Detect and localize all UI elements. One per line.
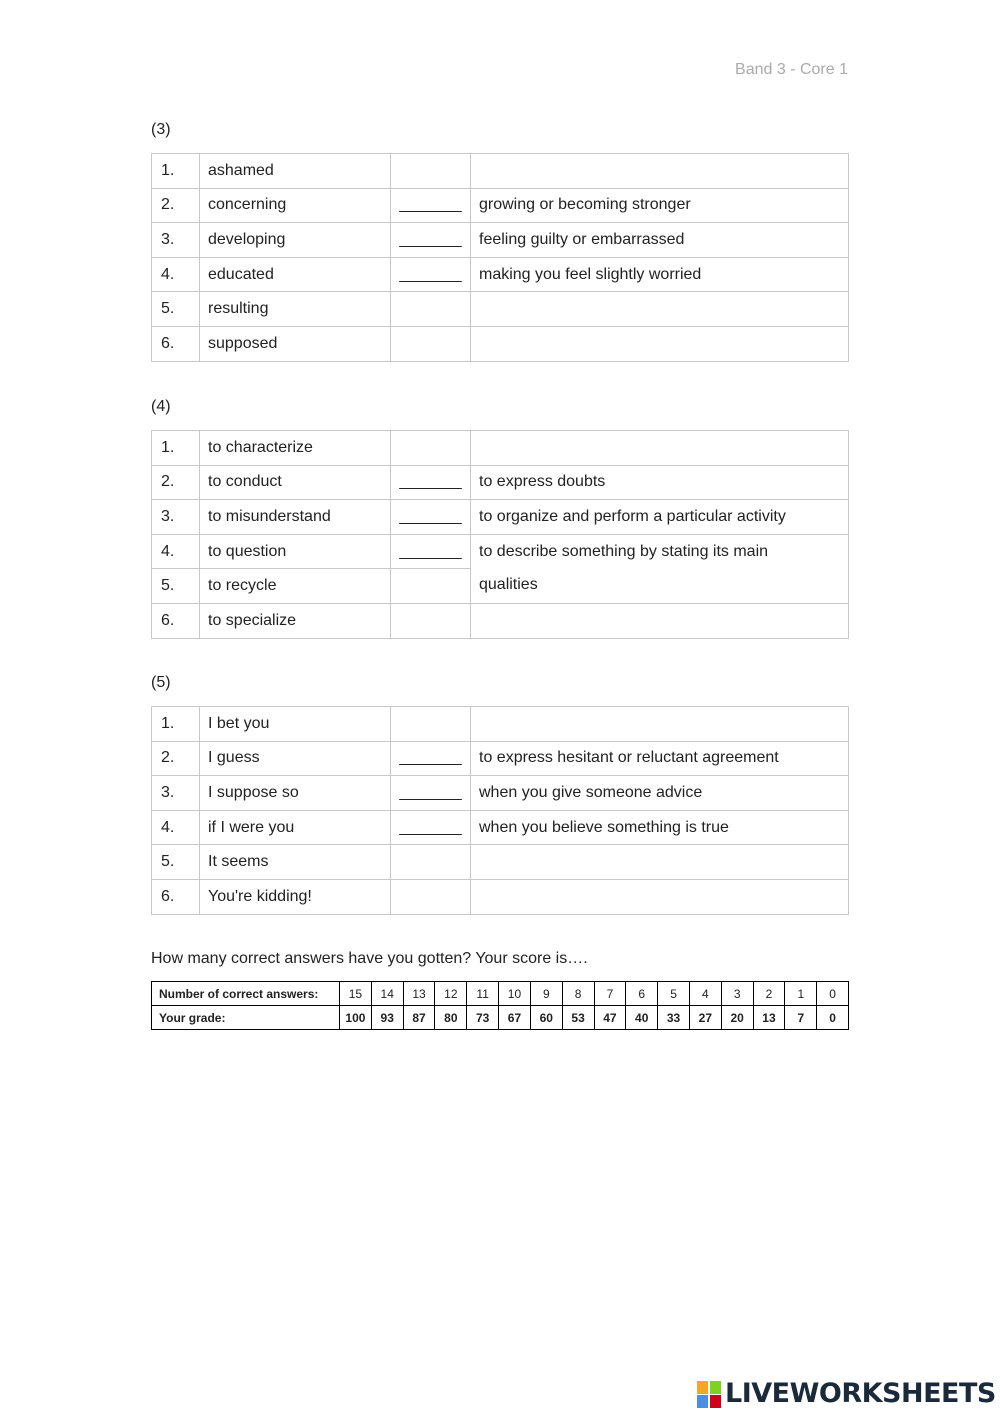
definition: when you believe something is true (471, 810, 849, 845)
item-number: 5. (152, 569, 200, 604)
answer-blank[interactable]: _______ (391, 257, 471, 292)
definition: making you feel slightly worried (471, 257, 849, 292)
item-word: to question (200, 534, 391, 569)
answer-blank[interactable]: _______ (391, 741, 471, 776)
definition (471, 431, 849, 466)
answer-count: 13 (403, 982, 435, 1006)
table-row (152, 188, 849, 223)
definition: to express hesitant or reluctant agreement (471, 741, 849, 776)
liveworksheets-logo (697, 1378, 996, 1409)
grade-value: 33 (658, 1006, 690, 1030)
header-band-core: Band 3 - Core 1 (735, 61, 848, 78)
definition (471, 707, 849, 742)
definition (471, 154, 849, 189)
definition (471, 292, 849, 327)
item-number: 4. (152, 534, 200, 569)
item-number: 5. (152, 292, 200, 327)
item-word: educated (200, 257, 391, 292)
answer-count: 7 (594, 982, 626, 1006)
answer-count: 3 (721, 982, 753, 1006)
item-word: supposed (200, 326, 391, 361)
item-number: 5. (152, 845, 200, 880)
item-word: developing (200, 223, 391, 258)
item-word: I bet you (200, 707, 391, 742)
grade-value: 87 (403, 1006, 435, 1030)
definition: to organize and perform a particular activity (471, 500, 849, 535)
answer-blank[interactable]: _______ (391, 223, 471, 258)
item-word: to misunderstand (200, 500, 391, 535)
item-number: 3. (152, 776, 200, 811)
grade-value: 53 (562, 1006, 594, 1030)
section-label-3: (3) (151, 121, 171, 138)
item-word: I guess (200, 741, 391, 776)
item-number: 3. (152, 500, 200, 535)
table-row (152, 741, 849, 776)
item-word: resulting (200, 292, 391, 327)
answer-count: 8 (562, 982, 594, 1006)
answer-blank[interactable] (391, 154, 471, 189)
answer-count: 2 (753, 982, 785, 1006)
answers-row (152, 982, 849, 1006)
answer-blank (391, 431, 471, 466)
definition (471, 845, 849, 880)
table-row (152, 603, 849, 638)
item-number: 6. (152, 603, 200, 638)
item-number: 2. (152, 465, 200, 500)
grade-value: 67 (499, 1006, 531, 1030)
table-row (152, 326, 849, 361)
item-word: to conduct (200, 465, 391, 500)
grade-value: 40 (626, 1006, 658, 1030)
answer-count: 4 (689, 982, 721, 1006)
item-word: ashamed (200, 154, 391, 189)
grade-value: 93 (371, 1006, 403, 1030)
table-row (152, 154, 849, 189)
item-number: 1. (152, 431, 200, 466)
answer-blank[interactable]: _______ (391, 534, 471, 569)
score-table (151, 981, 849, 1030)
answer-blank[interactable]: _______ (391, 776, 471, 811)
definition-multiline (471, 534, 849, 603)
definition: growing or becoming stronger (471, 188, 849, 223)
grade-value: 60 (530, 1006, 562, 1030)
grade-value: 7 (785, 1006, 817, 1030)
table-row (152, 292, 849, 327)
definition (471, 326, 849, 361)
answer-blank (391, 707, 471, 742)
item-word: You're kidding! (200, 879, 391, 914)
item-number: 4. (152, 257, 200, 292)
definition (471, 603, 849, 638)
answer-blank (391, 569, 471, 604)
item-number: 3. (152, 223, 200, 258)
item-word: to characterize (200, 431, 391, 466)
score-prompt: How many correct answers have you gotten? Your score is…. (151, 950, 588, 967)
matching-table-5 (151, 706, 849, 915)
section-label-5: (5) (151, 674, 171, 691)
item-word: to recycle (200, 569, 391, 604)
table-row (152, 776, 849, 811)
item-number: 1. (152, 154, 200, 189)
item-number: 2. (152, 741, 200, 776)
answer-count: 15 (340, 982, 372, 1006)
answer-count: 12 (435, 982, 467, 1006)
table-row (152, 500, 849, 535)
answer-count: 14 (371, 982, 403, 1006)
grades-row (152, 1006, 849, 1030)
matching-table-4 (151, 430, 849, 639)
grade-value: 100 (340, 1006, 372, 1030)
answer-blank (391, 292, 471, 327)
grade-value: 20 (721, 1006, 753, 1030)
answer-blank (391, 326, 471, 361)
item-word: concerning (200, 188, 391, 223)
answer-count: 0 (817, 982, 849, 1006)
answer-count: 1 (785, 982, 817, 1006)
answer-count: 10 (499, 982, 531, 1006)
table-row (152, 223, 849, 258)
item-number: 1. (152, 707, 200, 742)
definition (471, 879, 849, 914)
grade-value: 80 (435, 1006, 467, 1030)
grade-value: 0 (817, 1006, 849, 1030)
answer-count: 6 (626, 982, 658, 1006)
grade-label: Your grade: (152, 1006, 340, 1030)
item-number: 4. (152, 810, 200, 845)
grade-value: 13 (753, 1006, 785, 1030)
table-row (152, 431, 849, 466)
item-word: I suppose so (200, 776, 391, 811)
answer-blank[interactable]: _______ (391, 465, 471, 500)
table-row (152, 845, 849, 880)
grade-value: 73 (467, 1006, 499, 1030)
section-label-4: (4) (151, 398, 171, 415)
definition: to express doubts (471, 465, 849, 500)
answer-count: 5 (658, 982, 690, 1006)
grade-value: 27 (689, 1006, 721, 1030)
answer-blank (391, 603, 471, 638)
answers-label: Number of correct answers: (152, 982, 340, 1006)
table-row (152, 257, 849, 292)
table-row (152, 534, 849, 569)
item-number: 6. (152, 326, 200, 361)
liveworksheets-logo-icon (697, 1379, 723, 1409)
definition: when you give someone advice (471, 776, 849, 811)
item-word: It seems (200, 845, 391, 880)
table-row (152, 879, 849, 914)
logo-text: LIVEWORKSHEETS (725, 1378, 996, 1409)
table-row (152, 707, 849, 742)
item-word: to specialize (200, 603, 391, 638)
answer-blank[interactable]: _______ (391, 810, 471, 845)
matching-table-3 (151, 153, 849, 362)
definition-line-2: qualities (479, 575, 538, 593)
table-row (152, 810, 849, 845)
definition-line-1: to describe something by stating its main (479, 542, 769, 560)
definition: feeling guilty or embarrassed (471, 223, 849, 258)
answer-blank (391, 879, 471, 914)
answer-count: 9 (530, 982, 562, 1006)
item-word: if I were you (200, 810, 391, 845)
answer-count: 11 (467, 982, 499, 1006)
item-number: 6. (152, 879, 200, 914)
answer-blank[interactable]: _______ (391, 500, 471, 535)
grade-value: 47 (594, 1006, 626, 1030)
table-row (152, 465, 849, 500)
answer-blank (391, 845, 471, 880)
item-number: 2. (152, 188, 200, 223)
answer-blank[interactable]: _______ (391, 188, 471, 223)
